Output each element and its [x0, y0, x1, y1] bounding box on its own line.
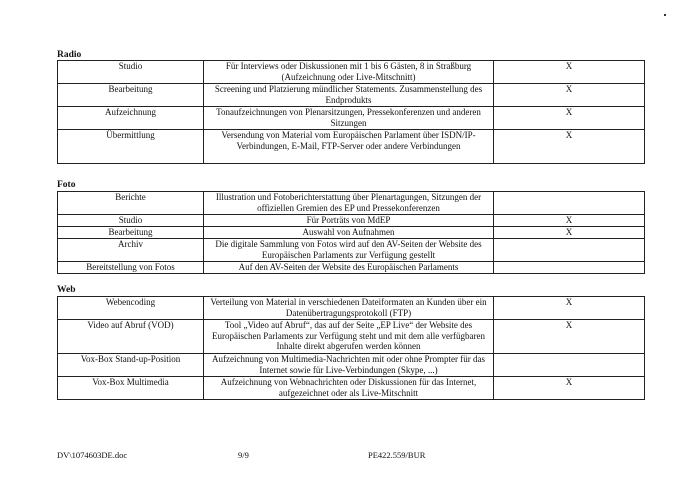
- row-mark: X: [494, 130, 645, 164]
- row-name: Übermittlung: [58, 130, 204, 164]
- row-mark: X: [494, 297, 645, 320]
- table-row: [58, 320, 645, 354]
- table-row: [58, 130, 645, 164]
- row-name: Berichte: [58, 192, 204, 215]
- table-row: [58, 227, 645, 239]
- row-name: Studio: [58, 215, 204, 227]
- table-row: [58, 377, 645, 400]
- row-mark: X: [494, 377, 645, 400]
- table-row: [58, 262, 645, 274]
- scan-speck: [664, 14, 666, 16]
- row-desc: Für Interviews oder Diskussionen mit 1 bis 6 Gästen, 8 in Straßburg (Aufzeichnung oder Live-Mitschnitt): [204, 61, 494, 84]
- table-row: [58, 215, 645, 227]
- row-desc: Auf den AV-Seiten der Website des Europäischen Parlaments: [204, 262, 494, 274]
- row-desc: Die digitale Sammlung von Fotos wird auf den AV-Seiten der Website des Europäischen Parlaments zur Verfügung gestellt: [204, 239, 494, 262]
- row-mark: X: [494, 320, 645, 354]
- row-name: Webencoding: [58, 297, 204, 320]
- row-desc: Versendung von Material vom Europäischen Parlament über ISDN/IP-Verbindungen, E-Mail, FTP-Server oder andere Verbindungen: [204, 130, 494, 164]
- row-name: Studio: [58, 61, 204, 84]
- row-desc: Verteilung von Material in verschiedenen Dateiformaten an Kunden über ein Datenübertragungsprotokoll (FTP): [204, 297, 494, 320]
- table-row: [58, 84, 645, 107]
- table-row: [58, 107, 645, 130]
- row-desc: Tonaufzeichnungen von Plenarsitzungen, Pressekonferenzen und anderen Sitzungen: [204, 107, 494, 130]
- row-desc: Aufzeichnung von Webnachrichten oder Diskussionen für das Internet, aufgezeichnet oder als Live-Mitschnitt: [204, 377, 494, 400]
- row-desc: Screening und Platzierung mündlicher Statements. Zusammenstellung des Endprodukts: [204, 84, 494, 107]
- footer-reference: PE422.559/BUR: [368, 450, 426, 460]
- row-mark: X: [494, 61, 645, 84]
- row-name: Bearbeitung: [58, 227, 204, 239]
- table-row: [58, 354, 645, 377]
- row-mark: X: [494, 84, 645, 107]
- section-title-foto: Foto: [57, 180, 76, 190]
- row-name: Aufzeichnung: [58, 107, 204, 130]
- section-title-radio: Radio: [57, 50, 82, 60]
- table-row: [58, 61, 645, 84]
- row-mark: [494, 192, 645, 215]
- table-foto: [57, 191, 645, 274]
- row-mark: [494, 262, 645, 274]
- row-mark: X: [494, 215, 645, 227]
- row-name: Bereitstellung von Fotos: [58, 262, 204, 274]
- row-mark: [494, 239, 645, 262]
- table-web: [57, 296, 645, 400]
- row-name: Vox-Box Stand-up-Position: [58, 354, 204, 377]
- footer-page-number: 9/9: [238, 450, 249, 460]
- table-row: [58, 297, 645, 320]
- row-name: Bearbeitung: [58, 84, 204, 107]
- row-mark: [494, 354, 645, 377]
- row-name: Video auf Abruf (VOD): [58, 320, 204, 354]
- table-row: [58, 192, 645, 215]
- row-desc: Illustration und Fotoberichterstattung über Plenartagungen, Sitzungen der offiziellen Gremien des EP und Pressekonferenzen: [204, 192, 494, 215]
- row-name: Vox-Box Multimedia: [58, 377, 204, 400]
- row-desc: Aufzeichnung von Multimedia-Nachrichten mit oder ohne Prompter für das Internet sowie für Live-Verbindungen (Skype, ...): [204, 354, 494, 377]
- table-radio: [57, 60, 645, 164]
- footer-doc-id: DV\1074603DE.doc: [57, 450, 128, 460]
- row-name: Archiv: [58, 239, 204, 262]
- section-title-web: Web: [57, 285, 76, 295]
- row-mark: X: [494, 107, 645, 130]
- table-row: [58, 239, 645, 262]
- row-desc: Tool „Video auf Abruf“, das auf der Seite „EP Live“ der Website des Europäischen Parlaments zur Verfügung steht und mit dem alle verfügbaren Inhalte direkt abgerufen werden können: [204, 320, 494, 354]
- row-desc: Für Porträts von MdEP: [204, 215, 494, 227]
- row-mark: X: [494, 227, 645, 239]
- row-desc: Auswahl von Aufnahmen: [204, 227, 494, 239]
